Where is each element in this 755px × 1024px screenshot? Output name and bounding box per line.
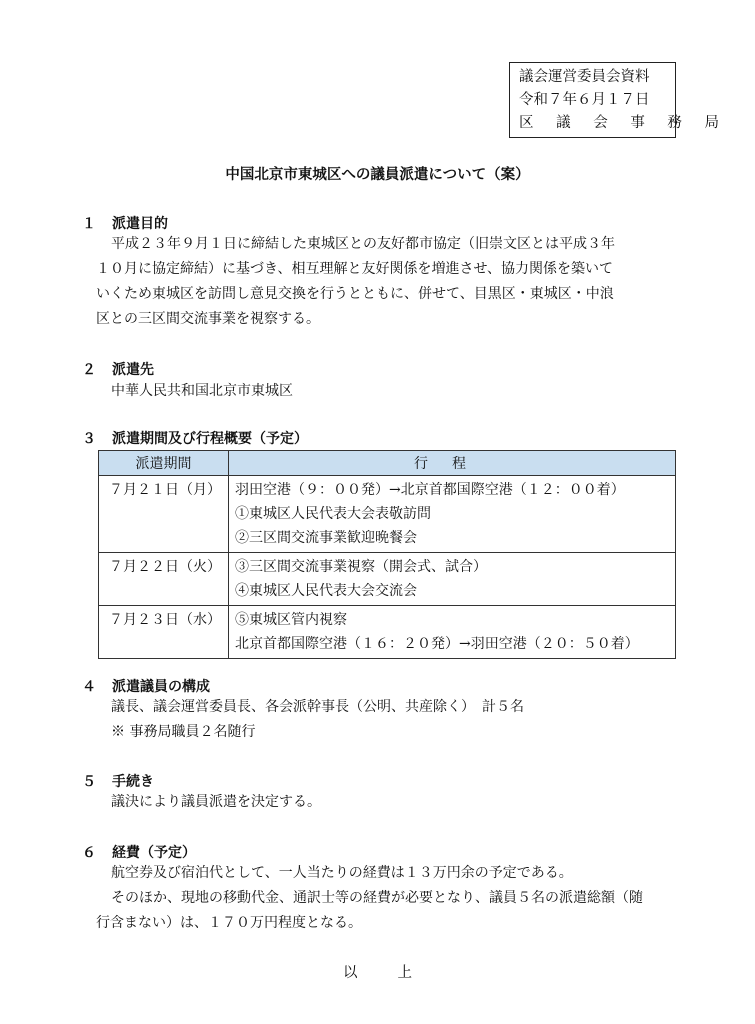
section-heading-text: 経費（予定）: [112, 845, 196, 861]
stamp-office-line: 区 議 会 事 務 局: [519, 115, 729, 131]
table-row: [99, 476, 676, 553]
section-2-line-1: 中華人民共和国北京市東城区: [111, 383, 293, 399]
section-4-line-2: ※ 事務局職員２名随行: [111, 724, 256, 740]
schedule-date: ７月２２日（火）: [99, 553, 229, 606]
section-5-line-1: 議決により議員派遣を決定する。: [111, 794, 321, 810]
document-title: 中国北京市東城区への議員派遣について（案）: [225, 167, 530, 183]
section-heading-text: 派遣先: [112, 362, 154, 378]
section-6-line-2: そのほか、現地の移動代金、通訳士等の経費が必要となり、議員５名の派遣総額（随: [111, 890, 643, 906]
schedule-items: [229, 553, 676, 606]
section-1-line-1: 平成２３年９月１日に締結した東城区との友好都市協定（旧崇文区とは平成３年: [111, 236, 615, 252]
section-6-line-3: 行含まない）は、１７０万円程度となる。: [96, 915, 362, 931]
section-number: １: [82, 216, 96, 232]
schedule-table: [98, 450, 676, 659]
section-number: ３: [82, 431, 96, 447]
section-1-line-3: いくため東城区を訪問し意見交換を行うとともに、併せて、目黒区・東城区・中浪: [96, 286, 614, 302]
schedule-date: ７月２３日（水）: [99, 606, 229, 659]
section-heading-text: 派遣期間及び行程概要（予定）: [112, 431, 308, 447]
schedule-item: 羽田空港（９：００発）→北京首都国際空港（１２：００着）: [235, 482, 625, 498]
section-6-line-1: 航空券及び宿泊代として、一人当たりの経費は１３万円余の予定である。: [111, 865, 573, 881]
section-3-heading: [82, 428, 308, 448]
header-period: 派遣期間: [99, 451, 229, 476]
schedule-item: ④東城区人民代表大会交流会: [235, 583, 417, 599]
section-6-heading: [82, 842, 196, 862]
section-4-line-1: 議長、議会運営委員長、各会派幹事長（公明、共産除く） 計５名: [111, 699, 524, 715]
schedule-items: [229, 606, 676, 659]
section-number: ５: [82, 774, 96, 790]
schedule-header-row: [99, 451, 676, 476]
schedule-item: ②三区間交流事業歓迎晩餐会: [235, 530, 417, 546]
schedule-item: 北京首都国際空港（１６：２０発）→羽田空港（２０：５０着）: [235, 636, 639, 652]
table-row: [99, 606, 676, 659]
schedule-date: ７月２１日（月）: [99, 476, 229, 553]
section-4-heading: [82, 676, 210, 696]
schedule-item: ③三区間交流事業視察（開会式、試合）: [235, 559, 487, 575]
section-1-line-4: 区との三区間交流事業を視察する。: [96, 311, 320, 327]
closing-mark: 以上: [343, 965, 452, 981]
section-1-line-2: １０月に協定締結）に基づき、相互理解と友好関係を増進させ、協力関係を築いて: [96, 261, 614, 277]
schedule-items: [229, 476, 676, 553]
section-5-heading: [82, 771, 154, 791]
section-1-heading: [82, 213, 168, 233]
document-stamp-box: [509, 62, 729, 138]
section-2-heading: [82, 359, 154, 379]
stamp-committee-line: 議会運営委員会資料: [519, 69, 650, 85]
stamp-date-line: 令和７年６月１７日: [519, 92, 650, 108]
section-number: ４: [82, 679, 96, 695]
section-heading-text: 派遣目的: [112, 216, 168, 232]
schedule-item: ⑤東城区管内視察: [235, 612, 347, 628]
section-heading-text: 手続き: [112, 774, 154, 790]
table-row: [99, 553, 676, 606]
schedule-item: ①東城区人民代表大会表敬訪問: [235, 506, 431, 522]
section-number: ２: [82, 362, 96, 378]
section-heading-text: 派遣議員の構成: [112, 679, 210, 695]
section-number: ６: [82, 845, 96, 861]
header-itinerary: 行程: [229, 451, 676, 476]
